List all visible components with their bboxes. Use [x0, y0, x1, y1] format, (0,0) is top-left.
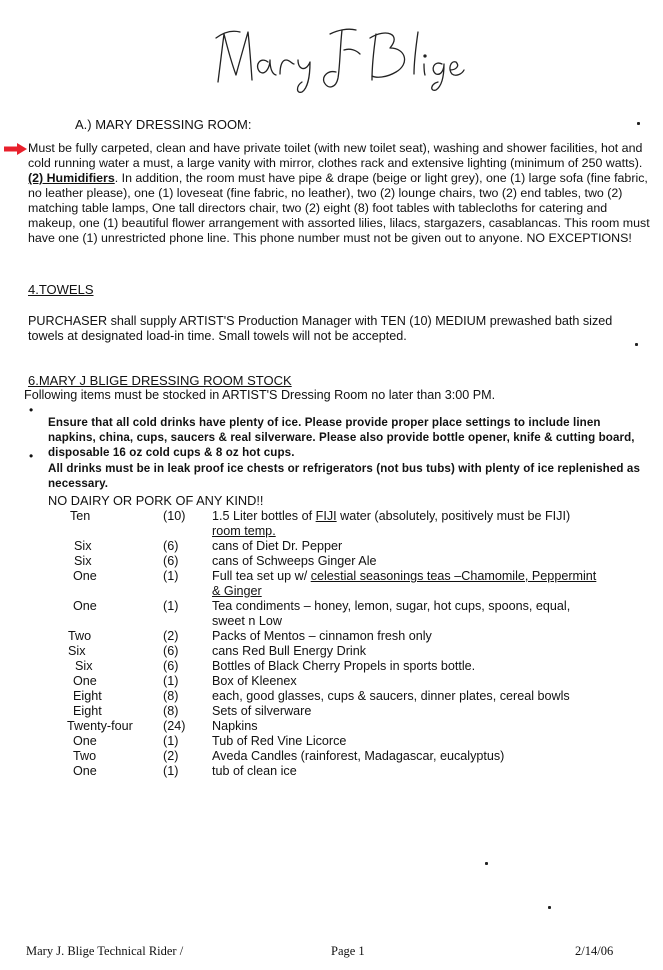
stock-heading: 6.MARY J BLIGE DRESSING ROOM STOCK: [28, 373, 292, 388]
stock-item-row: [0, 659, 663, 674]
item-description: & Ginger: [212, 584, 262, 598]
item-description: Tea condiments – honey, lemon, sugar, hot cups, spoons, equal,: [212, 599, 571, 613]
scan-speck: [635, 343, 638, 346]
item-quantity-number: (8): [163, 704, 179, 718]
stock-item-row: [0, 629, 663, 644]
item-description: cans of Diet Dr. Pepper: [212, 539, 343, 553]
stock-item-row: [0, 524, 663, 539]
item-description: Packs of Mentos – cinnamon fresh only: [212, 629, 432, 643]
item-quantity-word: Ten: [70, 509, 91, 523]
stock-item-row: [0, 674, 663, 689]
footer-page-number: Page 1: [331, 944, 365, 958]
item-description: cans of Schweeps Ginger Ale: [212, 554, 377, 568]
item-quantity-number: (2): [163, 749, 179, 763]
stock-item-row: [0, 554, 663, 569]
item-description: Full tea set up w/ celestial seasonings teas –Chamomile, Peppermint: [212, 569, 597, 583]
stock-bullet-2: All drinks must be in leak proof ice chests or refrigerators (not bus tubs) with plenty of ice replenished as necessary.: [48, 461, 640, 490]
item-quantity-number: (1): [163, 734, 179, 748]
item-description: Tub of Red Vine Licorce: [212, 734, 347, 748]
item-description: Box of Kleenex: [212, 674, 297, 688]
item-quantity-number: (1): [163, 674, 179, 688]
signature-mary-j-blige: [210, 20, 470, 95]
stock-bullet-1: Ensure that all cold drinks have plenty of ice. Please provide proper place settings to include linen napkins, china, cups, saucers & real silverware. Please also provide bottle opener, knife & cutting board, disposable 16 oz cold cups & 8 oz hot cups.: [48, 415, 635, 459]
section-a-heading: A.) MARY DRESSING ROOM:: [75, 117, 252, 132]
section-a-body: [28, 141, 656, 246]
stock-item-row: [0, 614, 663, 629]
stock-intro: Following items must be stocked in ARTIST'S Dressing Room no later than 3:00 PM.: [24, 388, 496, 402]
item-quantity-number: (2): [163, 629, 179, 643]
item-description: each, good glasses, cups & saucers, dinner plates, cereal bowls: [212, 689, 570, 703]
item-quantity-word: Six: [75, 659, 93, 673]
stock-item-row: [0, 569, 663, 584]
red-arrow-icon: [4, 143, 28, 155]
stock-item-row: [0, 719, 663, 734]
item-description: 1.5 Liter bottles of FIJI water (absolutely, positively must be FIJI): [212, 509, 571, 523]
humidifiers-text: (2) Humidifiers: [28, 171, 115, 185]
item-quantity-word: One: [73, 569, 97, 583]
no-dairy-notice: NO DAIRY OR PORK OF ANY KIND!!: [48, 493, 264, 508]
item-quantity-number: (24): [163, 719, 186, 733]
item-quantity-word: Two: [73, 749, 97, 763]
stock-item-row: [0, 509, 663, 524]
item-description: Napkins: [212, 719, 258, 733]
item-quantity-word: Six: [68, 644, 86, 658]
footer-date: 2/14/06: [575, 944, 614, 958]
item-quantity-word: One: [73, 734, 97, 748]
scan-speck: [485, 862, 488, 865]
item-description: tub of clean ice: [212, 764, 297, 778]
item-quantity-word: Two: [68, 629, 92, 643]
item-quantity-number: (1): [163, 569, 179, 583]
stock-item-row: [0, 599, 663, 614]
item-quantity-word: Twenty-four: [67, 719, 133, 733]
item-quantity-number: (6): [163, 659, 179, 673]
item-quantity-word: One: [73, 599, 97, 613]
section-a-body-part1: Must be fully carpeted, clean and have private toilet (with new toilet seat), washing and shower facilities, hot and cold running water a must, a large vanity with mirror, clothes rack and extensive lighting (minimum of 250 watts).: [28, 141, 643, 170]
item-quantity-number: (6): [163, 644, 179, 658]
item-quantity-word: Eight: [73, 689, 102, 703]
item-description: sweet n Low: [212, 614, 283, 628]
stock-item-row: [0, 539, 663, 554]
bullet-dot: •: [29, 403, 34, 417]
item-quantity-word: One: [73, 674, 97, 688]
section-a-body-part2: . In addition, the room must have pipe & drape (beige or light grey), one (1) large sofa (fine fabric, no leather please), one (1) loveseat (fine fabric, no leather), two (2) lounge chairs, two (2) end tables, two (2) matching table lamps, One tall directors chair, two (2) eight (8) foot tables with tablecloths for catering and makeup, one (1) beautiful flower arrangement with assorted lilies, lilacs, stargazers, casablancas. This room must have one (1) unrestricted phone line. This phone number must not be given out to anyone. NO EXCEPTIONS!: [28, 171, 650, 245]
item-quantity-number: (10): [163, 509, 186, 523]
item-description: Sets of silverware: [212, 704, 312, 718]
stock-item-row: [0, 704, 663, 719]
scan-speck: [637, 122, 640, 125]
item-quantity-word: Eight: [73, 704, 102, 718]
item-quantity-number: (1): [163, 599, 179, 613]
item-quantity-number: (8): [163, 689, 179, 703]
item-quantity-word: Six: [74, 539, 92, 553]
item-quantity-word: Six: [74, 554, 92, 568]
item-description: cans Red Bull Energy Drink: [212, 644, 366, 658]
towels-body: PURCHASER shall supply ARTIST'S Production Manager with TEN (10) MEDIUM prewashed bath sized towels at designated load-in time. Small towels will not be accepted.: [28, 314, 613, 343]
item-description: room temp.: [212, 524, 276, 538]
item-quantity-number: (6): [163, 554, 179, 568]
item-quantity-number: (1): [163, 764, 179, 778]
item-description: Bottles of Black Cherry Propels in sports bottle.: [212, 659, 476, 673]
stock-item-row: [0, 734, 663, 749]
item-description: Aveda Candles (rainforest, Madagascar, eucalyptus): [212, 749, 505, 763]
stock-item-row: [0, 749, 663, 764]
bullet-dot: •: [29, 449, 34, 463]
item-quantity-number: (6): [163, 539, 179, 553]
item-quantity-word: One: [73, 764, 97, 778]
stock-item-row: [0, 764, 663, 779]
scan-speck: [548, 906, 551, 909]
footer-doc-title: Mary J. Blige Technical Rider /: [26, 944, 184, 958]
stock-item-row: [0, 584, 663, 599]
stock-item-row: [0, 689, 663, 704]
stock-item-row: [0, 644, 663, 659]
towels-heading: 4.TOWELS: [28, 282, 94, 297]
